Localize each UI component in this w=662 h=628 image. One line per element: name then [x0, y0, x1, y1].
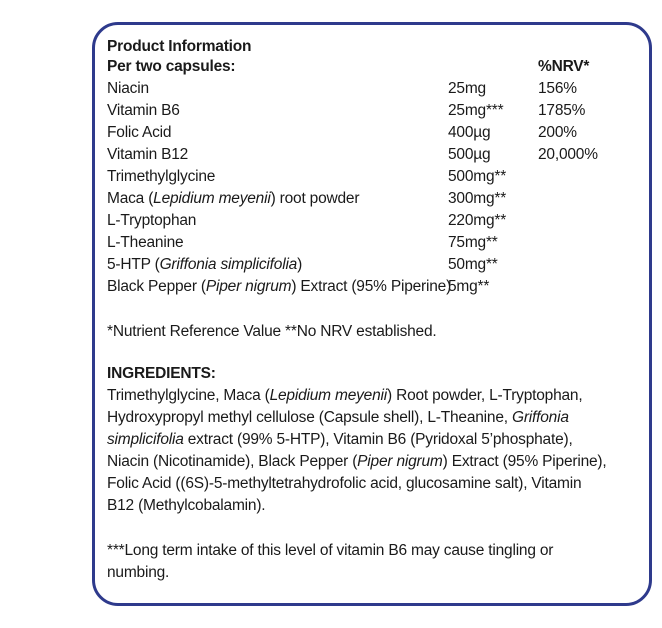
nutrient-nrv: 1785% [538, 102, 586, 119]
nutrient-row [107, 254, 637, 276]
nutrient-row [107, 232, 637, 254]
nutrient-nrv: 200% [538, 124, 577, 141]
nutrient-amount: 5mg** [448, 278, 490, 295]
nutrient-amount: 400µg [448, 124, 491, 141]
nutrient-row [107, 188, 637, 210]
serving-label: Per two capsules: [107, 58, 236, 75]
nutrient-name: L-Tryptophan [107, 212, 197, 229]
nrv-heading: %NRV* [538, 58, 590, 75]
nutrient-amount: 500µg [448, 146, 491, 163]
nrv-footnote: *Nutrient Reference Value **No NRV established. [107, 323, 437, 340]
nutrient-name: Vitamin B12 [107, 146, 189, 163]
nutrient-row [107, 210, 637, 232]
nutrient-row [107, 100, 637, 122]
panel-title: Product Information [107, 38, 252, 55]
nutrient-nrv: 20,000% [538, 146, 598, 163]
nutrient-amount: 25mg [448, 80, 486, 97]
nutrient-row [107, 166, 637, 188]
nutrient-amount: 500mg** [448, 168, 507, 185]
nutrient-nrv: 156% [538, 80, 577, 97]
product-information-panel [92, 22, 652, 606]
nutrient-row [107, 78, 637, 100]
nutrient-amount: 220mg** [448, 212, 507, 229]
nutrient-name: L-Theanine [107, 234, 184, 251]
nutrient-name: 5-HTP (Griffonia simplicifolia) [107, 256, 303, 273]
nutrient-name: Trimethylglycine [107, 168, 216, 185]
nutrient-name: Maca (Lepidium meyenii) root powder [107, 190, 360, 207]
ingredients-title: INGREDIENTS: [107, 365, 216, 382]
nutrient-row [107, 122, 637, 144]
b6-warning: ***Long term intake of this level of vitamin B6 may cause tingling or numbing. [107, 542, 554, 581]
ingredients-text: Trimethylglycine, Maca (Lepidium meyenii) Root powder, L-Tryptophan, Hydroxypropyl methyl cellulose (Capsule shell), L-Theanine, Griffonia simplicifolia extract (99% 5-HTP), Vitamin B6 (Pyridoxal 5’phosphate), Niacin (Nicotinamide), Black Pepper (Piper nigrum) Extract (95% Piperine), Folic Acid ((6S)-5-methyltetrahydrofolic acid, glucosamine salt), Vitamin B12 (Methylcobalamin). [107, 387, 607, 514]
title-row [107, 38, 637, 56]
nutrient-row [107, 144, 637, 166]
nutrient-name: Folic Acid [107, 124, 172, 141]
serving-row [107, 56, 637, 78]
nutrient-amount: 25mg*** [448, 102, 504, 119]
nutrient-amount: 50mg** [448, 256, 498, 273]
nutrient-name: Black Pepper (Piper nigrum) Extract (95% Piperine) [107, 278, 452, 295]
nutrient-amount: 75mg** [448, 234, 498, 251]
nutrient-name: Vitamin B6 [107, 102, 180, 119]
nutrient-row [107, 276, 637, 298]
nutrient-amount: 300mg** [448, 190, 507, 207]
nutrient-name: Niacin [107, 80, 149, 97]
panel-content [107, 38, 637, 584]
